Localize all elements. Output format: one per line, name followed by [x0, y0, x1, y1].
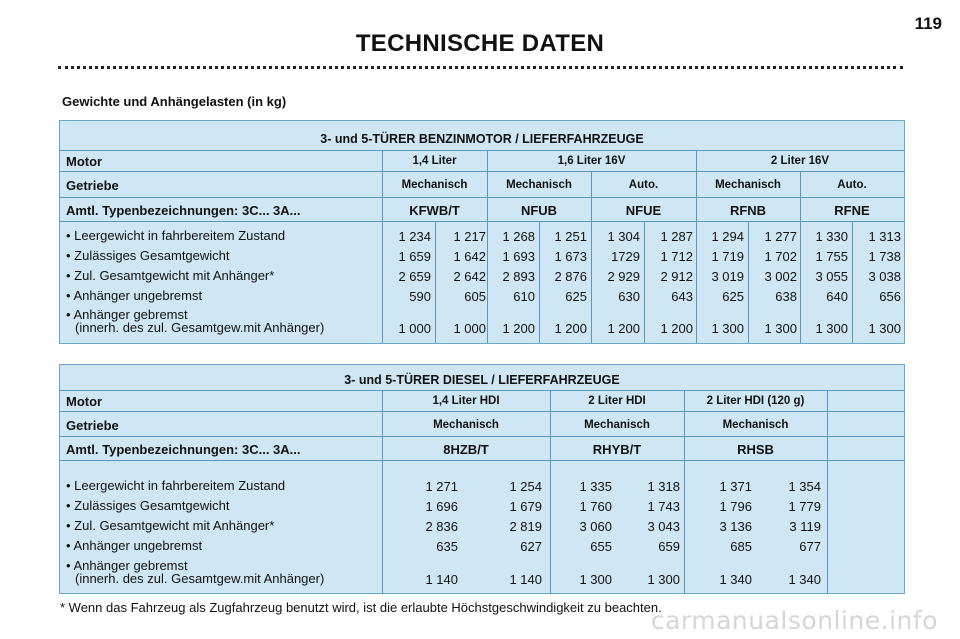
- row-label-ungebremst: • Anhänger ungebremst: [66, 538, 203, 553]
- weight-value: 1 779: [788, 499, 821, 514]
- typ-code: RFNB: [729, 203, 767, 218]
- getriebe-header: Mechanisch: [401, 179, 468, 191]
- weight-value: 3 119: [789, 519, 821, 534]
- weight-value: 590: [409, 289, 431, 304]
- weight-value: 1 217: [453, 229, 486, 244]
- weight-value: 3 060: [579, 519, 612, 534]
- typ-code: 8HZB/T: [443, 442, 489, 457]
- weight-value: 1 300: [711, 321, 744, 336]
- weight-value: 1 300: [815, 321, 848, 336]
- benzin-rule: [60, 171, 904, 172]
- diesel-rule: [60, 411, 904, 412]
- benzin-table: [59, 120, 905, 344]
- motor-header: 1,4 Liter HDI: [432, 395, 500, 407]
- weight-value: 1 313: [868, 229, 901, 244]
- weight-value: 3 043: [647, 519, 680, 534]
- weight-value: 2 659: [398, 269, 431, 284]
- row-label-gebremst: [66, 559, 324, 585]
- weight-value: 2 642: [453, 269, 486, 284]
- weight-value: 2 836: [425, 519, 458, 534]
- motor-header: 2 Liter HDI (120 g): [706, 395, 805, 407]
- weight-value: 1 140: [425, 572, 458, 587]
- weight-value: 638: [775, 289, 797, 304]
- weight-value: 656: [879, 289, 901, 304]
- weight-value: 3 019: [711, 269, 744, 284]
- diesel-table: [59, 364, 905, 594]
- weight-value: 1 712: [660, 249, 693, 264]
- weight-value: 1 673: [554, 249, 587, 264]
- weight-value: 1 300: [647, 572, 680, 587]
- weight-value: 1729: [611, 249, 640, 264]
- weight-value: 1 738: [868, 249, 901, 264]
- weight-value: 2 912: [660, 269, 693, 284]
- row-label-gebremst-line2: (innerh. des zul. Gesamtgew.mit Anhänger): [75, 571, 325, 586]
- weight-value: 1 200: [554, 321, 587, 336]
- diesel-rule: [60, 436, 904, 437]
- weight-value: 1 268: [502, 229, 535, 244]
- watermark: carmanualsonline.info: [650, 606, 938, 635]
- weight-value: 1 696: [425, 499, 458, 514]
- weight-value: 1 354: [788, 479, 821, 494]
- weight-value: 685: [730, 539, 752, 554]
- weight-value: 1 659: [398, 249, 431, 264]
- motor-label: Motor: [66, 394, 103, 409]
- getriebe-header: Mechanisch: [722, 419, 789, 431]
- weight-value: 1 200: [607, 321, 640, 336]
- weight-value: 630: [618, 289, 640, 304]
- weight-value: 1 140: [509, 572, 542, 587]
- weight-value: 1 294: [711, 229, 744, 244]
- weight-value: 1 318: [647, 479, 680, 494]
- benzin-rule: [60, 150, 904, 151]
- typ-code: RHYB/T: [592, 442, 642, 457]
- section-heading: Gewichte und Anhängelasten (in kg): [62, 94, 287, 109]
- getriebe-header: Mechanisch: [715, 179, 781, 191]
- benzin-rule: [60, 221, 904, 222]
- weight-value: 1 200: [660, 321, 693, 336]
- weight-value: 3 038: [868, 269, 901, 284]
- weight-value: 1 000: [398, 321, 431, 336]
- getriebe-header: Mechanisch: [506, 179, 572, 191]
- weight-value: 1 702: [764, 249, 797, 264]
- getriebe-label: Getriebe: [66, 418, 119, 433]
- weight-value: 1 254: [509, 479, 542, 494]
- weight-value: 1 000: [453, 321, 486, 336]
- typ-code: NFUB: [520, 203, 558, 218]
- row-label-ungebremst: • Anhänger ungebremst: [66, 288, 203, 303]
- weight-value: 610: [513, 289, 535, 304]
- weight-value: 1 271: [425, 479, 458, 494]
- weight-value: 659: [658, 539, 680, 554]
- diesel-table-title: 3- und 5-TÜRER DIESEL / LIEFERFAHRZEUGE: [344, 373, 620, 387]
- weight-value: 1 743: [647, 499, 680, 514]
- weight-value: 1 760: [579, 499, 612, 514]
- typ-label: Amtl. Typenbezeichnungen: 3C... 3A...: [66, 442, 301, 457]
- weight-value: 1 371: [719, 479, 752, 494]
- benzin-table-title: 3- und 5-TÜRER BENZINMOTOR / LIEFERFAHRZEUGE: [320, 132, 644, 146]
- weight-value: 1 277: [764, 229, 797, 244]
- weight-value: 627: [520, 539, 542, 554]
- typ-code: NFUE: [625, 203, 662, 218]
- row-label-leergewicht: • Leergewicht in fahrbereitem Zustand: [66, 228, 286, 243]
- getriebe-header: Mechanisch: [433, 419, 499, 431]
- dotted-divider: [58, 66, 903, 69]
- motor-label: Motor: [66, 154, 103, 169]
- row-label-gebremst: [66, 308, 324, 334]
- weight-value: 3 136: [719, 519, 752, 534]
- weight-value: 1 287: [660, 229, 693, 244]
- weight-value: 1 679: [509, 499, 542, 514]
- page-number: 119: [914, 14, 942, 33]
- weight-value: 1 304: [607, 229, 640, 244]
- weight-value: 1 335: [579, 479, 612, 494]
- motor-header: 1,4 Liter: [412, 155, 457, 167]
- weight-value: 1 719: [711, 249, 744, 264]
- row-label-gebremst-line1: • Anhänger gebremst: [66, 558, 188, 573]
- weight-value: 2 819: [509, 519, 542, 534]
- motor-header: 2 Liter 16V: [770, 155, 830, 167]
- typ-code: RHSB: [737, 442, 774, 457]
- weight-value: 2 929: [607, 269, 640, 284]
- weight-value: 643: [671, 289, 693, 304]
- weight-value: 605: [464, 289, 486, 304]
- footnote: * Wenn das Fahrzeug als Zugfahrzeug benutzt wird, ist die erlaubte Höchstgeschwindigkeit zu beachten.: [60, 600, 662, 615]
- weight-value: 1 300: [579, 572, 612, 587]
- getriebe-header: Auto.: [628, 179, 659, 191]
- row-label-mit-anhaenger: • Zul. Gesamtgewicht mit Anhänger*: [66, 268, 275, 283]
- weight-value: 1 300: [868, 321, 901, 336]
- typ-label: Amtl. Typenbezeichnungen: 3C... 3A...: [66, 203, 301, 218]
- row-label-gesamtgewicht: • Zulässiges Gesamtgewicht: [66, 248, 230, 263]
- page-title: TECHNISCHE DATEN: [355, 30, 605, 57]
- weight-value: 1 340: [719, 572, 752, 587]
- getriebe-header: Mechanisch: [584, 419, 650, 431]
- weight-value: 1 251: [554, 229, 587, 244]
- row-label-leergewicht: • Leergewicht in fahrbereitem Zustand: [66, 478, 286, 493]
- benzin-rule: [60, 197, 904, 198]
- weight-value: 1 200: [502, 321, 535, 336]
- weight-value: 1 693: [502, 249, 535, 264]
- weight-value: 1 234: [398, 229, 431, 244]
- weight-value: 640: [826, 289, 848, 304]
- diesel-rule: [60, 390, 904, 391]
- row-label-gebremst-line2: (innerh. des zul. Gesamtgew.mit Anhänger): [75, 320, 325, 335]
- row-label-gebremst-line1: • Anhänger gebremst: [66, 307, 188, 322]
- weight-value: 3 055: [815, 269, 848, 284]
- typ-code: RFNE: [834, 203, 870, 218]
- weight-value: 1 300: [764, 321, 797, 336]
- getriebe-header: Auto.: [837, 179, 867, 191]
- diesel-col-rule: [827, 390, 828, 593]
- getriebe-label: Getriebe: [66, 178, 119, 193]
- weight-value: 625: [565, 289, 587, 304]
- weight-value: 677: [799, 539, 821, 554]
- motor-header: 1,6 Liter 16V: [557, 155, 626, 167]
- diesel-rule: [60, 460, 904, 461]
- row-label-mit-anhaenger: • Zul. Gesamtgewicht mit Anhänger*: [66, 518, 275, 533]
- weight-value: 1 796: [719, 499, 752, 514]
- row-label-gesamtgewicht: • Zulässiges Gesamtgewicht: [66, 498, 230, 513]
- weight-value: 1 755: [815, 249, 848, 264]
- weight-value: 625: [722, 289, 744, 304]
- weight-value: 3 002: [764, 269, 797, 284]
- typ-code: KFWB/T: [409, 203, 460, 218]
- weight-value: 655: [590, 539, 612, 554]
- weight-value: 1 642: [453, 249, 486, 264]
- weight-value: 635: [436, 539, 458, 554]
- weight-value: 2 876: [554, 269, 587, 284]
- weight-value: 2 893: [502, 269, 535, 284]
- motor-header: 2 Liter HDI: [588, 395, 646, 407]
- weight-value: 1 330: [815, 229, 848, 244]
- weight-value: 1 340: [788, 572, 821, 587]
